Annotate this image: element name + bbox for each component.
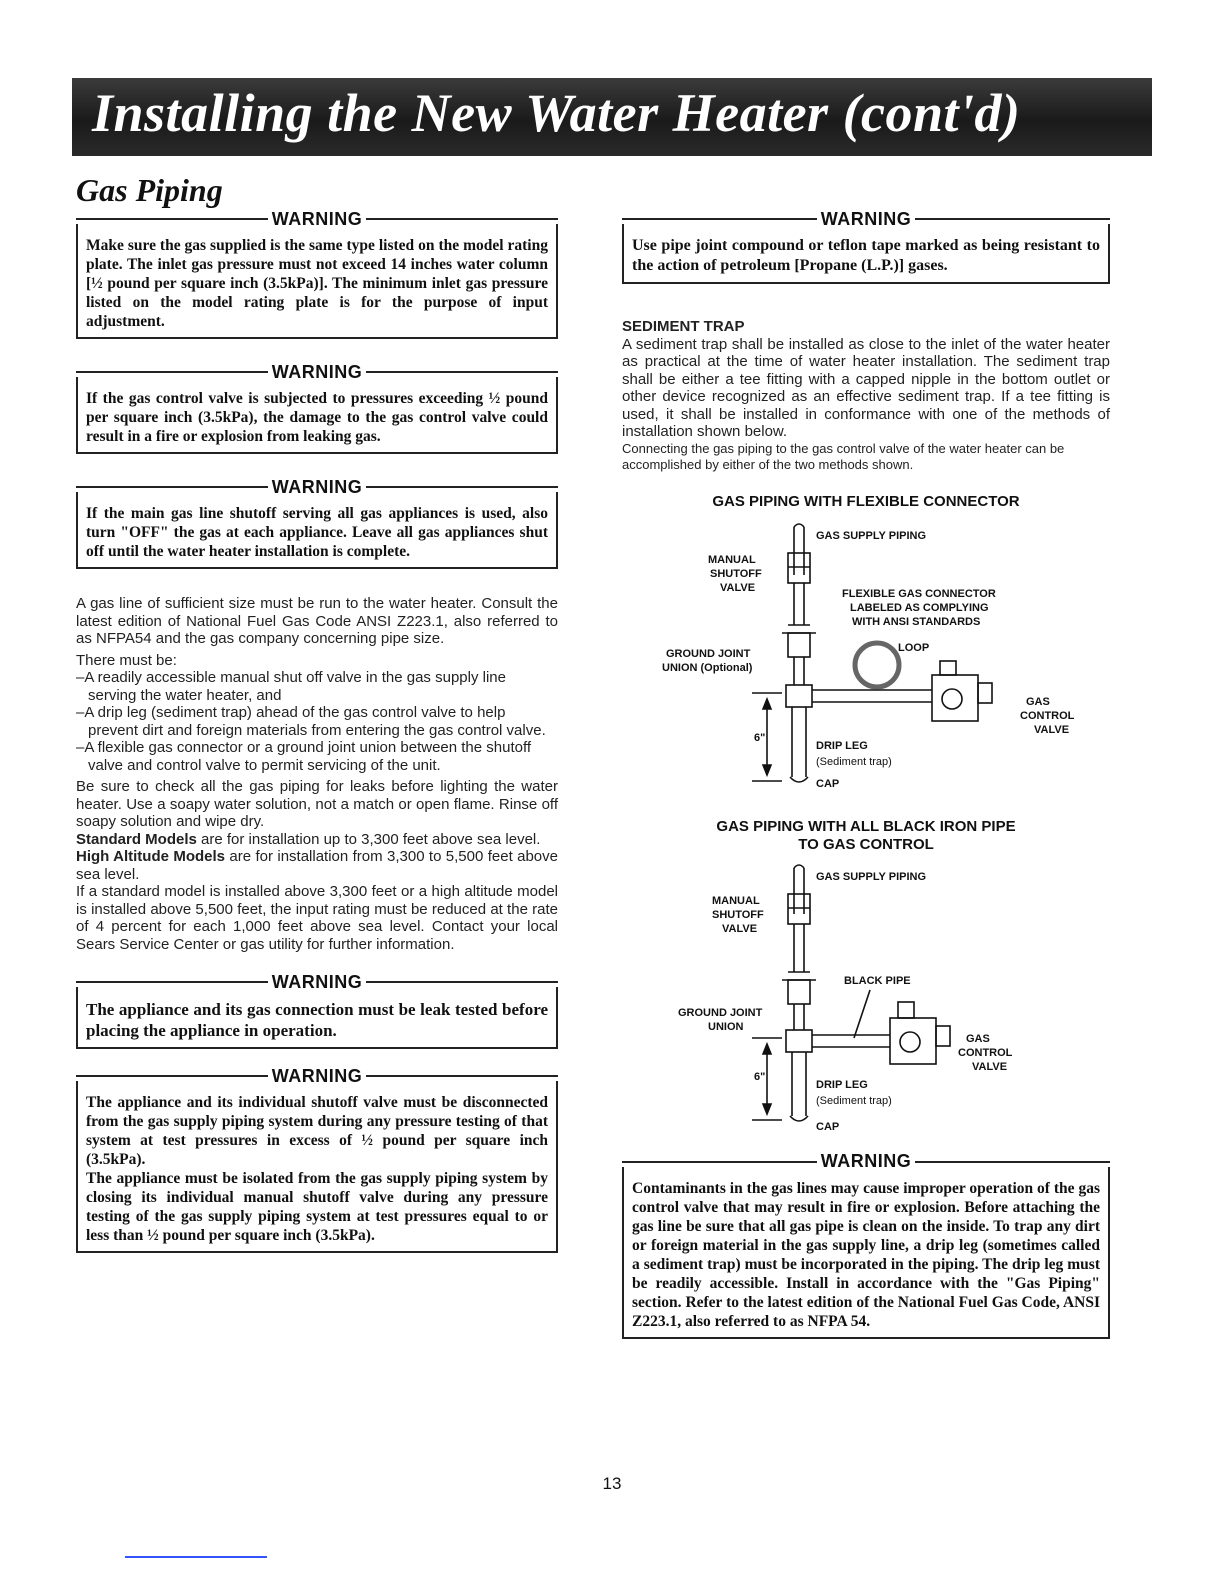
label-gas-supply: GAS SUPPLY PIPING [816,870,927,883]
sediment-trap-section [622,318,1110,473]
paragraph [76,848,558,883]
paragraph: Be sure to check all the gas piping for leaks before lighting the water heater. Use a soapy water solution, not a match or open flame. Rinse off soapy solution and wipe dry. [76,778,558,830]
warning-label: WARNING [268,477,367,498]
standard-models-text: are for installation up to 3,300 feet above sea level. [196,830,541,848]
section-title: Gas Piping [76,172,223,208]
label-shutoff: SHUTOFF [712,908,764,921]
flexible-connector-diagram [622,515,1110,805]
warning-box [76,208,558,339]
label-manual: MANUAL [708,553,756,566]
label-black-pipe: BLACK PIPE [844,974,911,987]
high-altitude-label: High Altitude Models [76,848,226,865]
label-valve-2: VALVE [1034,723,1070,736]
figure-title [622,818,1110,854]
black-iron-pipe-diagram [622,858,1110,1140]
right-column [622,210,1110,1339]
standard-models-label: Standard Models [76,830,197,848]
title-banner [72,78,1152,156]
paragraph [76,831,558,849]
paragraph: Connecting the gas piping to the gas control valve of the water heater can be accomplished by either of the two methods shown. [622,440,1065,472]
left-column [76,210,558,1253]
label-cap: CAP [816,777,840,790]
label-control: CONTROL [1020,709,1075,722]
label-flex-3: WITH ANSI STANDARDS [852,615,981,628]
figure-title: GAS PIPING WITH FLEXIBLE CONNECTOR [712,492,1020,510]
figure-title-line-2: TO GAS CONTROL [798,835,934,853]
figure-flexible-connector [622,515,1110,810]
warning-box [76,971,558,1049]
label-union: UNION [708,1020,744,1033]
label-flex-2: LABELED AS COMPLYING [850,601,989,614]
footer-rule [125,1556,267,1558]
label-six-inch: 6" [754,731,766,744]
label-cap: CAP [816,1120,840,1133]
page-title: Installing the New Water Heater (cont'd) [92,83,1021,143]
warning-label: WARNING [268,972,367,993]
warning-label: WARNING [268,362,367,383]
label-valve: VALVE [720,581,756,594]
figure-black-iron-pipe [622,858,1110,1145]
label-valve-2: VALVE [972,1060,1008,1073]
warning-box [622,1151,1110,1339]
label-manual: MANUAL [712,894,760,907]
list-item: –A drip leg (sediment trap) ahead of the gas control valve to help prevent dirt and foreign materials from entering the gas control valve. [76,704,546,739]
paragraph: A sediment trap shall be installed as close to the inlet of the water heater as practical at the time of water heater installation. The sediment trap shall be either a tee fitting with a capped nipple in the bottom outlet or other device recognized as an effective sediment trap. If a tee fitting is used, it shall be installed in conformance with one of the methods of installation shown below. [622,335,1110,440]
figure-title-line-1: GAS PIPING WITH ALL BLACK IRON PIPE [716,817,1016,835]
label-flex-1: FLEXIBLE GAS CONNECTOR [842,587,996,600]
paragraph: If a standard model is installed above 3,300 feet or a high altitude model is installed above 5,500 feet, the input rating must be reduced at the rate of 4 percent for each 1,000 feet above sea level. Contact your local Sears Service Center or gas utility for further information. [76,883,558,953]
label-sediment-trap: (Sediment trap) [816,1094,892,1107]
label-sediment-trap: (Sediment trap) [816,755,892,768]
warning-label: WARNING [817,1151,916,1172]
label-ground-joint: GROUND JOINT [666,647,751,660]
warning-text: The appliance must be isolated from the gas supply piping system by closing its individual manual shutoff valve during any pressure testing of the gas supply piping system at test pressures equal to or less than ½ pound per square inch (3.5kPa). [86,1170,548,1244]
warning-text: Use pipe joint compound or teflon tape marked as being resistant to the action of petroleum [Propane (L.P.)] gases. [632,237,1100,274]
label-six-inch: 6" [754,1070,766,1083]
label-drip-leg: DRIP LEG [816,739,868,752]
page-number: 13 [602,1474,622,1493]
warning-text: If the gas control valve is subjected to pressures exceeding ½ pound per square inch (3.5kPa), the damage to the gas control valve could result in a fire or explosion from leaking gas. [86,390,548,445]
sediment-trap-heading: SEDIMENT TRAP [622,318,745,335]
label-gas: GAS [1026,695,1050,708]
label-ground-joint: GROUND JOINT [678,1006,763,1019]
label-gas-supply: GAS SUPPLY PIPING [816,529,927,542]
label-loop: LOOP [898,641,930,654]
label-gas: GAS [966,1032,990,1045]
warning-box [76,476,558,569]
warning-text: If the main gas line shutoff serving all gas appliances is used, also turn "OFF" the gas at each appliance. Leave all gas appliances shut off until the water heater installation is complete. [86,505,548,560]
warning-text: The appliance and its gas connection must be leak tested before placing the appliance in operation. [86,1000,548,1040]
warning-box [622,208,1110,284]
label-control: CONTROL [958,1046,1013,1059]
list-item: –A flexible gas connector or a ground joint union between the shutoff valve and control valve to permit servicing of the unit. [76,739,532,774]
warning-text: Make sure the gas supplied is the same type listed on the model rating plate. The inlet gas pressure must not exceed 14 inches water column [½ pound per square inch (3.5kPa)]. The minimum inlet gas pressure listed on the model rating plate is for the purpose of input adjustment. [86,237,548,330]
label-shutoff: SHUTOFF [710,567,762,580]
gas-piping-text [76,595,558,953]
warning-label: WARNING [268,209,367,230]
warning-box [76,361,558,454]
label-valve: VALVE [722,922,758,935]
list-item: –A readily accessible manual shut off valve in the gas supply line serving the water heater, and [76,669,506,704]
paragraph: A gas line of sufficient size must be run to the water heater. Consult the latest edition of National Fuel Gas Code ANSI Z223.1, also referred to as NFPA54 and the gas company concerning pipe size. [76,595,558,647]
paragraph: There must be: [76,651,177,669]
high-altitude-text: are for installation from 3,300 to 5,500 feet above sea level. [76,848,558,883]
warning-text: The appliance and its individual shutoff valve must be disconnected from the gas supply piping system during any pressure testing of that system at test pressures in excess of ½ pound per square inch (3.5kPa). [86,1094,548,1168]
label-union-optional: UNION (Optional) [662,661,753,674]
warning-box [76,1065,558,1253]
warning-label: WARNING [268,1066,367,1087]
warning-text: Contaminants in the gas lines may cause improper operation of the gas control valve that may result in fire or explosion. Before attaching the gas line be sure that all gas pipe is clean on the inside. To trap any dirt or foreign material in the gas supply line, a drip leg (sometimes called a sediment trap) must be incorporated in the piping. The drip leg must be readily accessible. Install in accordance with the "Gas Piping" section. Refer to the latest edition of the National Fuel Gas Code, ANSI Z223.1, also referred to as NFPA 54. [632,1179,1100,1330]
label-drip-leg: DRIP LEG [816,1078,868,1091]
warning-label: WARNING [817,209,916,230]
